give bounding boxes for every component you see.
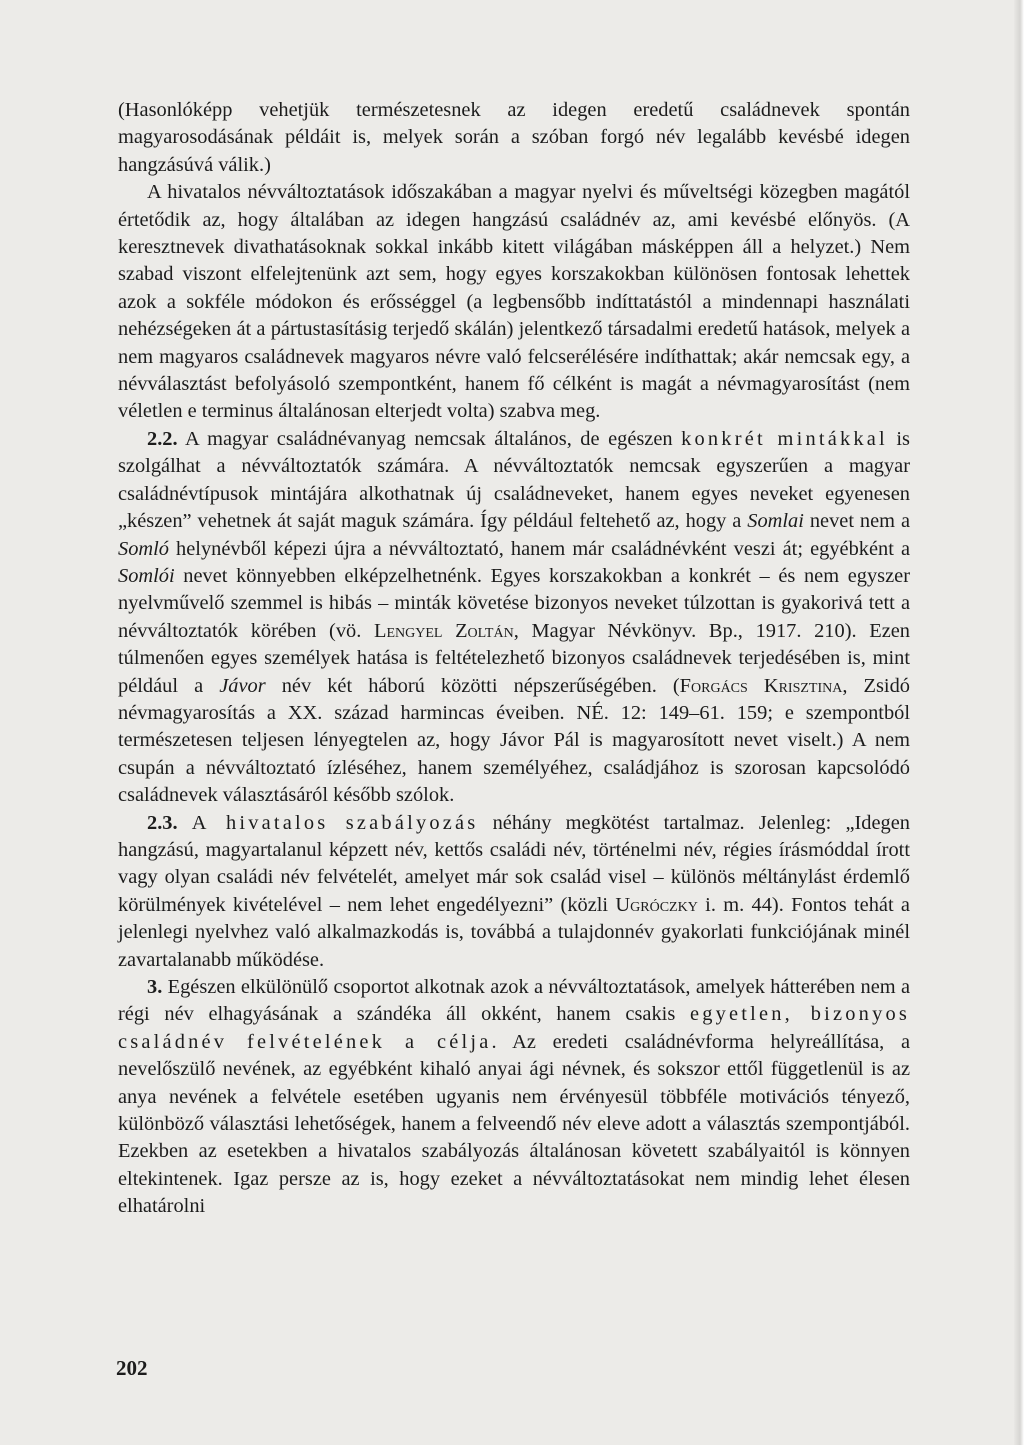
text-run (178, 812, 192, 834)
text-run: konkrét mintákkal (681, 427, 888, 450)
paragraph-3-section-2-2 (118, 426, 910, 810)
text-run: Ugróczky (615, 893, 698, 916)
paragraph-1 (118, 97, 910, 179)
text-run: i. m. 44). Fontos tehát a jelenlegi nyelvhez való alkalmazkodás is, továbbá a tulajdonnév gyakorlati funkciójának minél zavartalanabb működése. (118, 893, 910, 971)
text-run: 3. (147, 976, 163, 998)
text-run: nevet nem a (803, 510, 910, 533)
text-run: néhány megkötést tartalmaz. Jelenleg: „Idegen hangzású, magyartalanul képzett név, kettős családi név, történelmi név, régies írásmóddal írott vagy olyan családi név felvételét, amelyet már sok család visel – különös méltánylást érdemlő körülmények kivételével – nem lehet engedélyezni” (közli (118, 811, 910, 916)
page-edge-shadow (1014, 0, 1024, 1445)
text-run: Somló (118, 537, 169, 560)
body-text (118, 97, 910, 1221)
text-run: Somlói (118, 564, 175, 587)
text-run: 2.2. (147, 427, 178, 450)
page-number: 202 (116, 1356, 148, 1380)
text-run: Jávor (219, 674, 266, 697)
text-run: helynévből képezi újra a névváltoztató, hanem már családnévként veszi át; egyébként a (168, 537, 910, 560)
text-run: Lengyel Zoltán (373, 619, 514, 642)
text-run: nevet könnyebben elképzelhetnénk. Egyes korszakokban a konkrét – és nem egyszer nyelvművelő szemmel is hibás – minták követése bizonyos neveket túlzottan is gyakorivá tett a névváltoztatók körében (vö. (118, 564, 910, 642)
text-run: A magyar családnévanyag nemcsak általános, de egészen (177, 427, 682, 450)
text-run: Somlai (747, 510, 804, 533)
text-run: A hivatalos szabályozás (191, 811, 479, 834)
text-run: Forgács Krisztina (679, 674, 843, 697)
text-run: egyetlen, bizonyos családnév felvételének a célja (118, 1003, 910, 1053)
text-run: is szolgálhat a névváltoztatók számára. A névváltoztatók nemcsak egyszerűen a magyar családnévtípusok mintájára alkothatnak új családneveket, hanem egyes neveket egyenesen „készen” vehetnek át saját maguk számára. Így például feltehető az, hogy a (118, 427, 910, 533)
text-run: Egészen elkülönülő csoportot alkotnak azok a névváltoztatások, amelyek hátterében nem a régi név elhagyásának a szándéka áll okként, hanem csakis (118, 976, 910, 1026)
paragraph-4-section-2-3 (118, 810, 910, 974)
paragraph-2 (118, 179, 910, 426)
text-run: , Magyar Névkönyv. Bp., 1917. 210). Ezen túlmenően egyes személyek hatása is feltételezhető bizonyos családnevek terjedésében is, mint például a (118, 619, 910, 697)
paragraph-5-section-3 (118, 974, 910, 1221)
text-run: 2.3. (147, 811, 178, 834)
text-run: A hivatalos névváltoztatások időszakában a magyar nyelvi és műveltségi közegben magától értetődik az, hogy általában az idegen hangzású családnév az, ami kevésbé előnyös. (A keresztnevek divathatásoknak sokkal inkább kitett világában másképpen áll a helyzet.) Nem szabad viszont elfelejtenünk azt sem, hogy egyes korszakokban különösen fontosak lehettek azok a sokféle módokon és erősséggel (a legbensőbb indíttatástól a mindennapi használati nehézségeken át a pártustasításig terjedő skálán) jelentkező társadalmi eredetű hatások, melyek a nem magyaros családnevek magyaros névre való felcserélésére indíthattak; akár nemcsak egy, a névválasztást befolyásoló szempontként, hanem fő célként is magát a névmagyarosítást (nem véletlen e terminus általánosan elterjedt volta) szabva meg. (118, 181, 910, 423)
text-run: (Hasonlóképp vehetjük természetesnek az idegen eredetű családnevek spontán magyarosodásának példáit is, melyek során a szóban forgó név legalább kevésbé idegen hangzásúvá válik.) (118, 99, 910, 176)
text-run: . Az eredeti családnévforma helyreállítása, a nevelőszülő nevének, az egyébként kihaló anyai ági névnek, és sokszor ettől függetlenül is az anya nevének a felvétele esetében ugyanis nem érvényesül többféle motivációs tényező, különböző választási lehetőségek, hanem a felveendő név eleve adott a választás szempontjából. Ezekben az esetekben a hivatalos szabályozás általánosan követett szabályaitól is könnyen eltekintenek. Igaz persze az is, hogy ezeket a névváltoztatásokat nem mindig lehet élesen elhatárolni (118, 1030, 910, 1218)
text-run: , Zsidó névmagyarosítás a XX. század harmincas éveiben. NÉ. 12: 149–61. 159; e szempontból természetesen teljesen lényegtelen az, hogy Jávor Pál is magyarosított nevet viselt.) A nem csupán a névváltoztató ízléséhez, hanem személyéhez, családjához is szorosan kapcsolódó családnevek választásáról később szólok. (118, 674, 910, 807)
text-run: név két háború közötti népszerűségében. ( (265, 674, 680, 697)
